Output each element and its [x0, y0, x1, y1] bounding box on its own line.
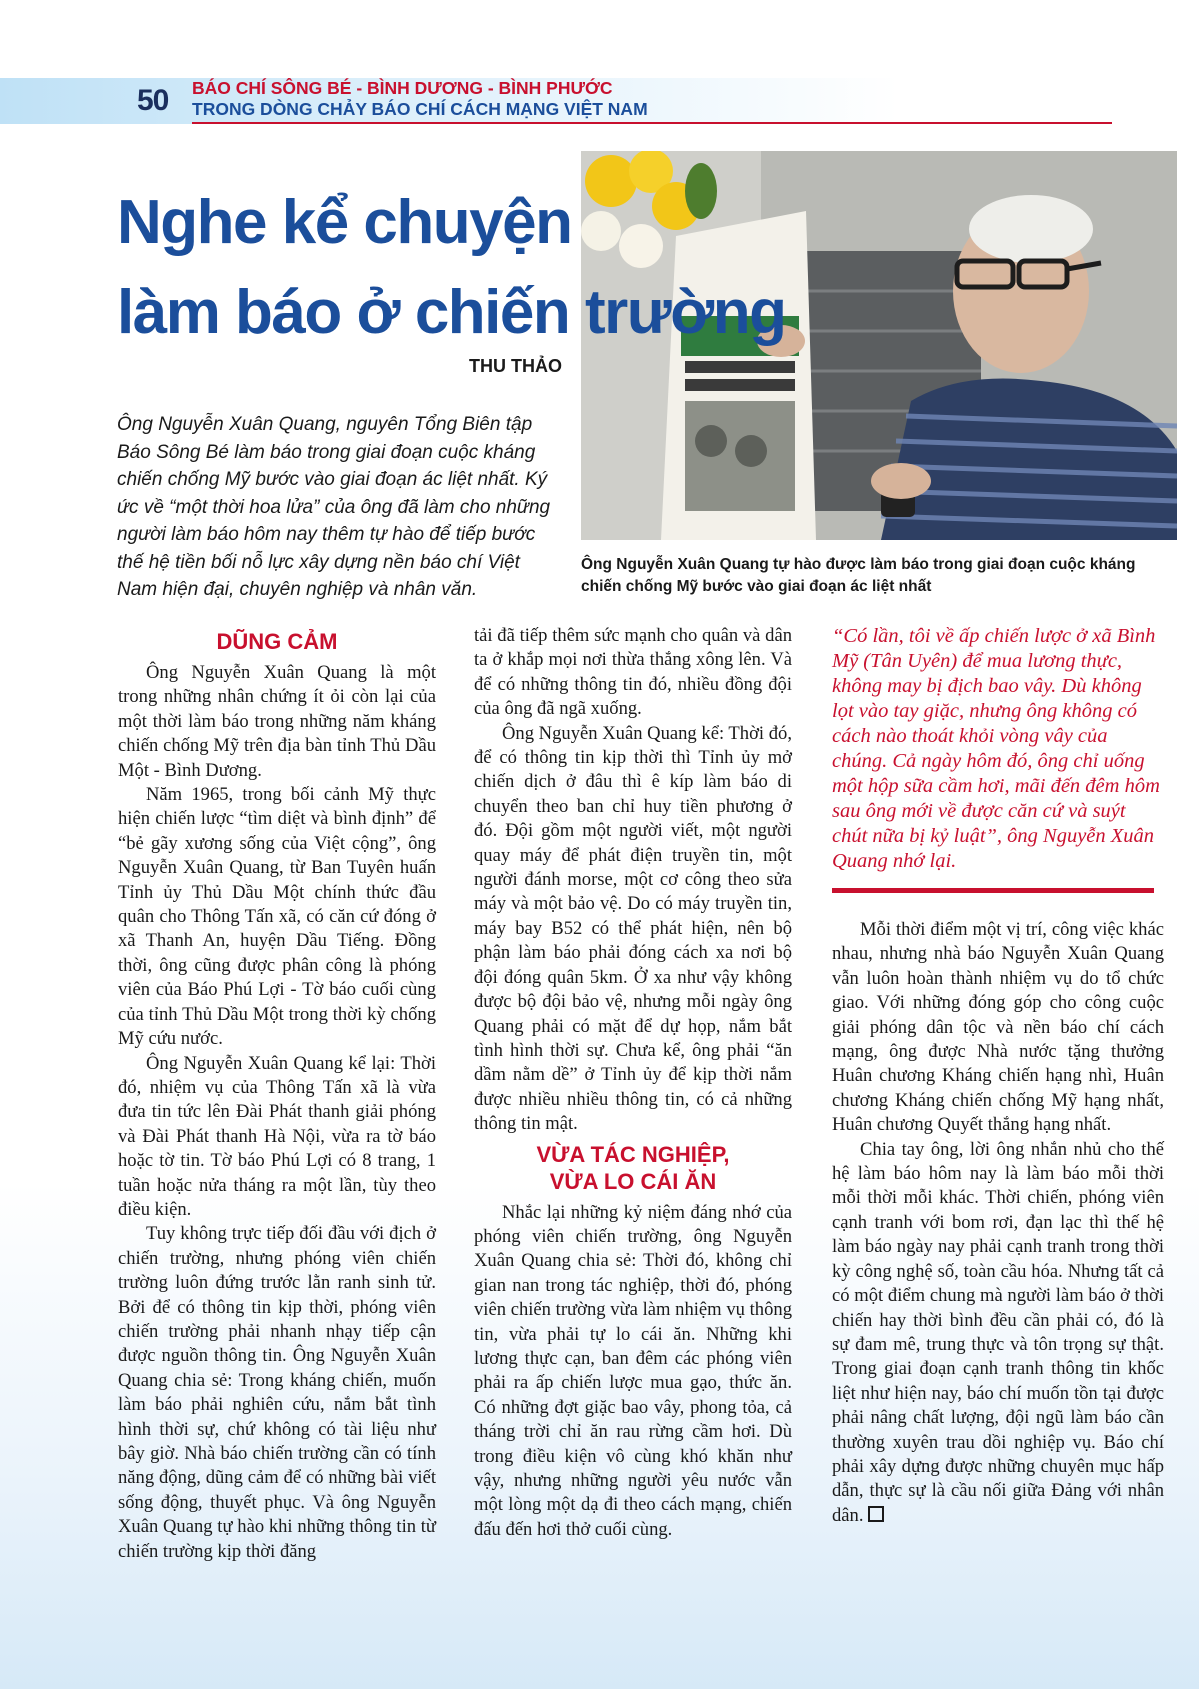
- body-paragraph: [832, 1138, 1164, 1529]
- body-paragraph: Mỗi thời điểm một vị trí, công việc khác nhau, nhưng nhà báo Nguyễn Xuân Quang vẫn luôn hoàn thành nhiệm vụ do tổ chức giao. Với những đóng góp cho công cuộc giải phóng dân tộc và nền báo chí cách mạng, ông được Nhà nước tặng thưởng Huân chương Kháng chiến hạng nhì, Huân chương Kháng chiến chống Mỹ hạng nhất, Huân chương Quyết thắng hạng nhất.: [832, 919, 1164, 1136]
- pull-quote-rule: [832, 888, 1154, 893]
- running-title-line1: BÁO CHÍ SÔNG BÉ - BÌNH DƯƠNG - BÌNH PHƯỚC: [192, 78, 613, 98]
- article-title: [117, 178, 785, 358]
- page-number: 50: [137, 84, 169, 117]
- lead-paragraph: Ông Nguyễn Xuân Quang, nguyên Tổng Biên tập Báo Sông Bé làm báo trong giai đoạn cuộc kháng chiến chống Mỹ bước vào giai đoạn ác liệt nhất. Ký ức về “một thời hoa lửa” của ông đã làm cho những người làm báo hôm nay thêm tự hào để tiếp bước thế hệ tiền bối nỗ lực xây dựng nền báo chí Việt Nam hiện đại, chuyên nghiệp và nhân văn.: [117, 414, 551, 600]
- header-rule: [192, 122, 1112, 124]
- section-heading-line1: VỪA TÁC NGHIỆP,: [536, 1141, 730, 1167]
- body-paragraph: Ông Nguyễn Xuân Quang kể: Thời đó, để có thông tin kịp thời thì Tỉnh ủy mở chiến dịch ở đâu thì ê kíp làm báo di chuyển theo ban chỉ huy tiền phương ở đó. Đội gồm một người viết, một người quay máy để phát điện truyền tin, một người đánh morse, một cơ công theo sửa máy và một bảo vệ. Do có máy truyền tin, máy bay B52 có thể phát hiện, nên bộ phận làm báo phải đóng cách xa nơi bộ đội đóng quân 5km. Ở xa như vậy không được bộ đội bảo vệ, nhưng mỗi ngày ông Quang phải có mặt để dự họp, nắm bắt tình hình thời sự. Chưa kể, ông phải “ăn dầm nằm dề” ở Tỉnh ủy để kịp thời nắm được nhiều nhiều thông tin, có cả những thông tin mật.: [474, 722, 792, 1135]
- section-heading-line2: VỪA LO CÁI ĂN: [549, 1168, 717, 1194]
- column-2: [474, 624, 792, 1542]
- body-paragraph: Tuy không trực tiếp đối đầu với địch ở chiến trường, nhưng phóng viên chiến trường luôn đứng trước lằn ranh sinh tử. Bởi để có thông tin kịp thời, phóng viên chiến trường phải nhanh nhạy tiếp cận được nguồn thông tin. Ông Nguyễn Xuân Quang chia sẻ: Trong kháng chiến, muốn làm báo phải nghiên cứu, nắm bắt tình hình thời sự, chứ không có tài liệu như bây giờ. Nhà báo chiến trường cần có tính năng động, dũng cảm để có những bài viết sống động, thuyết phục. Và ông Nguyễn Xuân Quang tự hào khi những thông tin từ chiến trường kịp thời đăng: [118, 1223, 436, 1562]
- body-paragraph: Nhắc lại những kỷ niệm đáng nhớ của phóng viên chiến trường, ông Nguyễn Xuân Quang chia sẻ: Thời đó, không chỉ gian nan trong tác nghiệp, thời đó, phóng viên chiến trường vừa làm nhiệm vụ thông tin, vừa phải tự lo cái ăn. Những khi lương thực cạn, ban đêm các phóng viên phải ra ấp chiến lược mua gạo, thức ăn. Có những đợt giặc bao vây, phong tỏa, cả tháng trời chỉ ăn rau rừng cầm hơi. Dù trong điều kiện vô cùng khó khăn như vậy, nhưng những người yêu nước vẫn một lòng một dạ đi theo cách mạng, chiến đấu đến hơi thở cuối cùng.: [474, 1201, 792, 1540]
- article-title-line1: Nghe kể chuyện: [117, 188, 572, 257]
- running-title-line2: TRONG DÒNG CHẢY BÁO CHÍ CÁCH MẠNG VIỆT NAM: [192, 99, 648, 119]
- column-3: [832, 918, 1164, 1528]
- section-heading-courage: DŨNG CẢM: [216, 629, 338, 654]
- running-title: [192, 78, 648, 120]
- final-paragraph-text: Chia tay ông, lời ông nhắn nhủ cho thế hệ làm báo hôm nay là làm báo mỗi thời mỗi thời mỗi khác. Thời chiến, phóng viên cạnh tranh với bom rơi, đạn lạc thì thế hệ làm báo ngày nay phải cạnh tranh trong thời kỳ công nghệ số, toàn cầu hóa. Nhưng tất cả có một điểm chung mà người làm báo ở thời chiến hay thời bình đều cần phải có, đó là sự đam mê, trung thực và tôn trọng sự thật. Trong giai đoạn cạnh tranh thông tin khốc liệt như hiện nay, báo chí muốn tồn tại được phải nâng chất lượng, đội ngũ làm báo cần thường xuyên trau dồi nghiệp vụ. Báo chí phải xây dựng được những chuyên mục hấp dẫn, thực sự là cầu nối giữa Đảng với nhân dân.: [832, 1138, 1164, 1526]
- body-paragraph: tải đã tiếp thêm sức mạnh cho quân và dân ta ở khắp mọi nơi thừa thắng xông lên. Và để có những thông tin đó, nhiều đồng đội của ông đã ngã xuống.: [474, 625, 792, 720]
- section-heading-work-and-food: [474, 1141, 792, 1195]
- end-mark-icon: [868, 1506, 884, 1522]
- body-paragraph: Ông Nguyễn Xuân Quang là một trong những nhân chứng ít ỏi còn lại của một thời làm báo trong những năm kháng chiến chống Mỹ trên địa bàn tỉnh Thủ Dầu Một - Bình Dương.: [118, 662, 436, 781]
- article-title-line2: làm báo ở chiến trường: [117, 278, 786, 347]
- column-1: [118, 624, 436, 1564]
- author-byline: THU THẢO: [469, 356, 562, 376]
- photo-caption: Ông Nguyễn Xuân Quang tự hào được làm báo trong giai đoạn cuộc kháng chiến chống Mỹ bước vào giai đoạn ác liệt nhất: [581, 556, 1136, 595]
- body-paragraph: Năm 1965, trong bối cảnh Mỹ thực hiện chiến lược “tìm diệt và bình định” để “bẻ gãy xương sống của Việt cộng”, ông Nguyễn Xuân Quang, từ Ban Tuyên huấn Tỉnh ủy Thủ Dầu Một chính thức đầu quân cho Thông Tấn xã, có căn cứ đóng ở xã Thanh An, huyện Dầu Tiếng. Đồng thời, ông cũng được phân công là phóng viên của Báo Phú Lợi - Tờ báo cuối cùng của tỉnh Thủ Dầu Một trong thời kỳ chống Mỹ cứu nước.: [118, 784, 436, 1050]
- pull-quote: “Có lần, tôi về ấp chiến lược ở xã Bình Mỹ (Tân Uyên) để mua lương thực, không may bị địch bao vây. Dù không lọt vào tay giặc, nhưng ông không có cách nào thoát khỏi vòng vây của chúng. Cả ngày hôm đó, ông chỉ uống một hộp sữa cầm hơi, mãi đến đêm hôm sau ông mới về được căn cứ và suýt chút nữa bị kỷ luật”, ông Nguyễn Xuân Quang nhớ lại.: [832, 625, 1160, 872]
- body-paragraph: Ông Nguyễn Xuân Quang kể lại: Thời đó, nhiệm vụ của Thông Tấn xã là vừa đưa tin tức lên Đài Phát thanh giải phóng và Đài Phát thanh Hà Nội, vừa ra tờ báo hoặc tờ tin. Tờ báo Phú Lợi có 8 trang, 1 tuần hoặc nửa tháng ra một lần, tùy theo điều kiện.: [118, 1052, 436, 1220]
